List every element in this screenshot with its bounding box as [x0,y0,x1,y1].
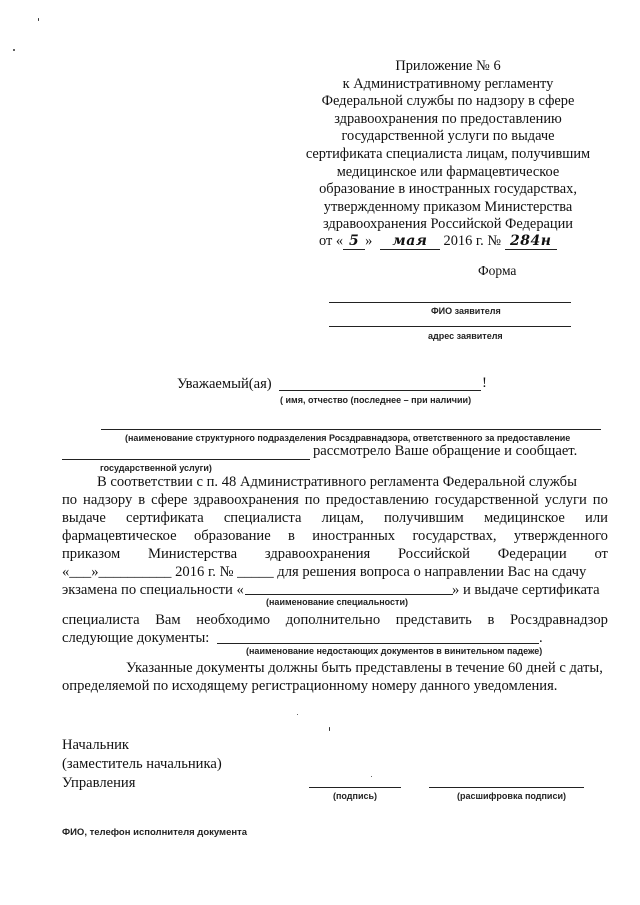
word: Федерации [497,546,567,562]
body-line-1: В соответствии с п. 48 Административного регламента Федеральной службы [97,474,577,490]
body-line-6: «___»__________ 2016 г. № _____ для решения вопроса о направлении Вас на сдачу [62,564,587,580]
word: по [592,492,608,508]
date-prefix: от « [319,233,344,249]
word: в [138,492,146,508]
date-day-handwritten: 5 [343,233,365,250]
word: государствах, [412,528,497,544]
word: медицинское [483,510,565,526]
applicant-address-line[interactable] [329,326,571,327]
signature-decoding-line[interactable] [429,787,584,788]
word: утвержденного [513,528,608,544]
header-line: сертификата специалиста лицам, получившим [305,145,591,162]
appendix-header [282,58,614,234]
scan-speck [13,49,15,51]
documents-line[interactable] [217,643,539,644]
applicant-fio-caption: ФИО заявителя [431,306,501,316]
word: в [487,612,495,628]
date-month-handwritten: мая [380,233,440,250]
word: выдаче [62,510,106,526]
body-line-3 [62,510,608,527]
body-line-7-start: экзамена по специальности « [62,582,244,598]
word: государственной [434,492,539,508]
body-line-2 [62,492,608,509]
header-line: Приложение № 6 [395,58,501,74]
division-reported: рассмотрело Ваше обращение и сообщает. [313,443,578,459]
word: в [288,528,295,544]
signature-line[interactable] [309,787,401,788]
date-mid: » [365,233,373,249]
word: или [585,510,608,526]
body-p2-line-2: определяемой по исходящему регистрационному номеру данного уведомления. [62,678,558,694]
division-caption-line1: (наименование структурного подразделения Росздравнадзора, ответственного за предоставление [125,433,571,443]
applicant-fio-line[interactable] [329,302,571,303]
word: предоставлению [325,492,429,508]
division-name-line-2[interactable] [62,459,310,460]
header-line: здравоохранения Российской Федерации [322,216,574,233]
documents-caption: (наименование недостающих документов в винительном падеже) [246,646,543,656]
order-number-handwritten: 284н [505,233,557,250]
specialty-caption: (наименование специальности) [266,597,408,607]
header-line: к Административному регламенту [342,75,554,92]
scan-speck [38,18,39,21]
word: сертификата [125,510,204,526]
header-line: здравоохранения по предоставлению [334,110,562,127]
header-line: Федеральной службы по надзору в сфере [321,93,575,110]
word: получившим [383,510,464,526]
salutation-exclamation: ! [482,375,487,391]
salutation: Уважаемый(ая) [177,376,272,392]
word: приказом [62,546,121,562]
word: Росздравнадзор [509,612,608,628]
body-line-4 [62,528,608,545]
body-line-5 [62,546,608,563]
word: сфере [151,492,188,508]
word: Вам [155,612,181,628]
signature-caption: (подпись) [333,791,378,801]
order-date-line [319,233,557,250]
word: представить [395,612,472,628]
body-line-8 [62,612,608,629]
word: услуги [544,492,587,508]
specialty-line[interactable] [245,594,453,595]
scan-speck [329,727,330,731]
word: от [594,546,608,562]
word: по [304,492,320,508]
body-line-9-start: следующие документы: [62,630,210,646]
scan-speck [371,776,372,777]
salutation-caption: ( имя, отчество (последнее – при наличии) [280,395,472,405]
division-caption-line2: государственной услуги) [100,463,212,473]
signature-decoding-caption: (расшифровка подписи) [457,791,566,801]
header-line: утвержденному приказом Министерства [323,198,573,215]
word: лицам, [321,510,364,526]
form-label: Форма [478,263,517,278]
word: необходимо [196,612,271,628]
body-p2-line-1: Указанные документы должны быть представлены в течение 60 дней с даты, [126,660,603,676]
executor-caption: ФИО, телефон исполнителя документа [62,827,248,838]
word: здравоохранения [264,546,371,562]
scan-speck [297,714,298,715]
word: Российской [398,546,470,562]
body-line-9-end: . [539,630,543,646]
header-line: образование в иностранных государствах, [319,181,577,198]
word: по [62,492,78,508]
date-year: 2016 г. № [443,233,502,249]
word: специалиста [223,510,302,526]
word: здравоохранения [193,492,299,508]
signer-title-line1: Начальник [62,737,130,753]
word: образование [193,528,271,544]
signer-title-line3: Управления [62,775,136,791]
division-name-line[interactable] [101,429,601,430]
applicant-address-caption: адрес заявителя [428,331,503,341]
word: Министерства [147,546,238,562]
word: фармацевтическое [62,528,177,544]
salutation-name-line[interactable] [279,390,481,391]
header-line: государственной услуги по выдаче [341,128,555,145]
word: надзору [83,492,133,508]
word: иностранных [312,528,396,544]
header-line: медицинское или фармацевтическое [336,163,560,180]
body-line-7-end: » и выдаче сертификата [452,582,600,598]
signer-title-line2: (заместитель начальника) [62,756,222,772]
word: специалиста [62,612,140,628]
word: дополнительно [285,612,381,628]
